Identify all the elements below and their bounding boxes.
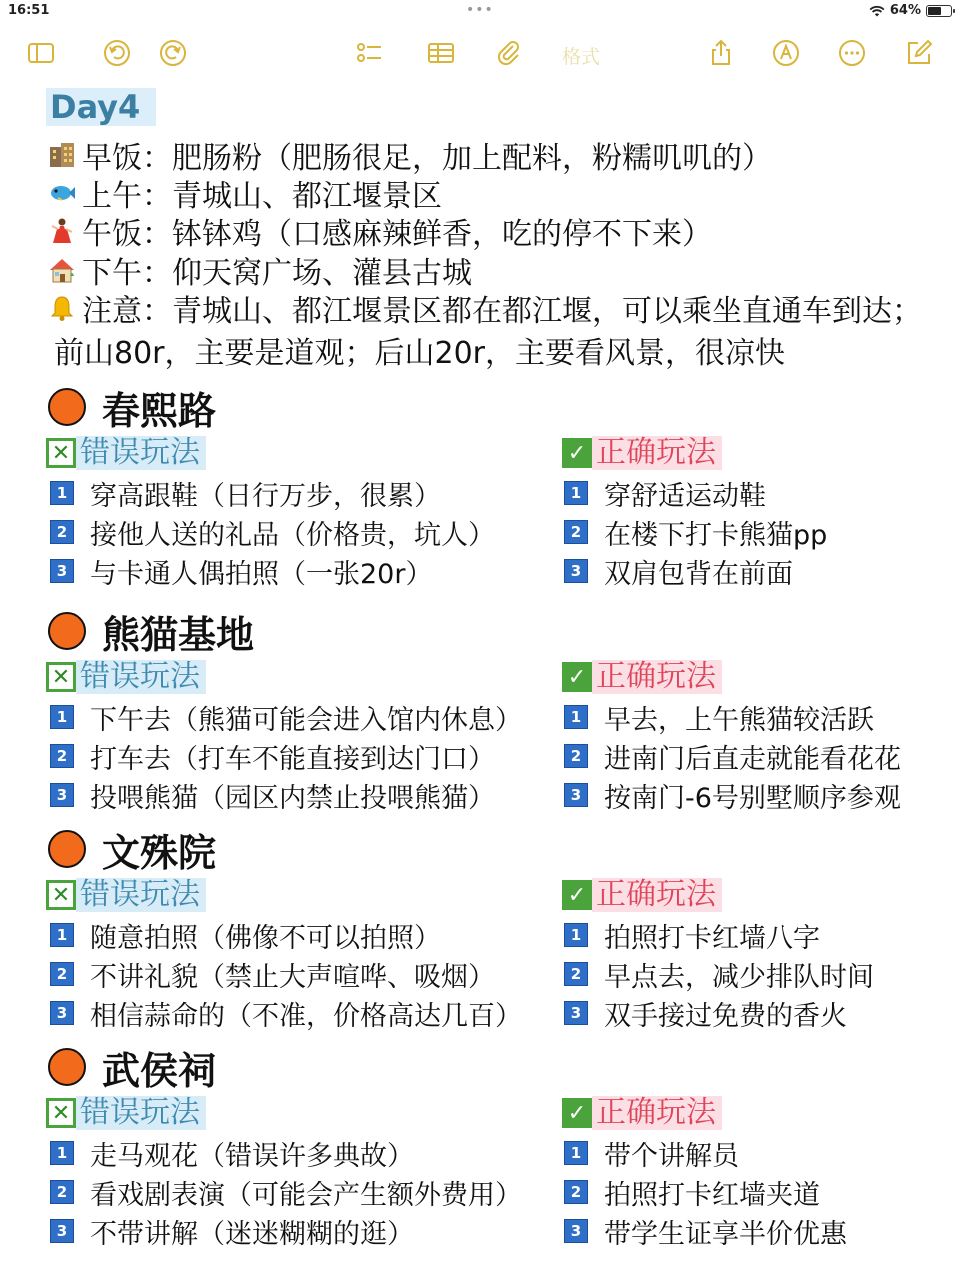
keycap-number-icon: 2 xyxy=(564,962,588,986)
wrong-way-item xyxy=(50,1175,522,1209)
keycap-number-icon: 3 xyxy=(564,1219,588,1243)
check-mark-icon: ✓ xyxy=(562,438,592,468)
keycap-number-icon: 3 xyxy=(50,559,74,583)
wrong-way-item xyxy=(50,918,441,952)
keycap-number-icon: 3 xyxy=(564,783,588,807)
note-line xyxy=(48,136,772,174)
markup-button[interactable] xyxy=(769,36,803,70)
keycap-number-icon: 1 xyxy=(50,705,74,729)
note-line-text: 早饭：肥肠粉（肥肠很足，加上配料，粉糯叽叽的） xyxy=(82,141,772,176)
ellipsis-icon xyxy=(837,38,867,68)
wrong-way-label: 错误玩法 xyxy=(76,660,206,694)
right-way-label: 正确玩法 xyxy=(592,660,722,694)
keycap-number-icon: 3 xyxy=(50,1001,74,1025)
right-way-item xyxy=(564,996,847,1030)
keycap-number-icon: 1 xyxy=(564,481,588,505)
wrong-way-item xyxy=(50,515,495,549)
item-text: 按南门-6号别墅顺序参观 xyxy=(604,782,901,814)
item-text: 进南门后直走就能看花花 xyxy=(604,743,901,775)
cross-mark-icon: ✕ xyxy=(46,438,76,468)
wrong-way-item xyxy=(50,778,495,812)
section-heading xyxy=(48,1044,217,1093)
undo-button[interactable] xyxy=(100,36,134,70)
keycap-number-icon: 1 xyxy=(564,1141,588,1165)
compose-button[interactable] xyxy=(902,36,936,70)
wrong-way-tag xyxy=(46,436,206,470)
note-line-text: 下午：仰天窝广场、灌县古城 xyxy=(82,256,472,291)
keycap-number-icon: 3 xyxy=(50,1219,74,1243)
item-text: 走马观花（错误许多典故） xyxy=(90,1140,414,1172)
right-way-tag xyxy=(562,1096,722,1130)
section-title: 武侯祠 xyxy=(102,1048,217,1093)
redo-icon xyxy=(158,38,188,68)
item-text: 穿高跟鞋（日行万步，很累） xyxy=(90,480,441,512)
item-text: 在楼下打卡熊猫pp xyxy=(604,519,828,551)
status-time: 16:51 xyxy=(8,3,50,18)
item-text: 双手接过免费的香火 xyxy=(604,1000,847,1032)
keycap-number-icon: 2 xyxy=(50,962,74,986)
item-text: 不带讲解（迷迷糊糊的逛） xyxy=(90,1218,414,1250)
multitasking-dots[interactable]: ••• xyxy=(466,2,494,18)
orange-circle-icon xyxy=(48,612,86,650)
wrong-way-label: 错误玩法 xyxy=(76,436,206,470)
item-text: 随意拍照（佛像不可以拍照） xyxy=(90,922,441,954)
right-way-item xyxy=(564,1136,739,1170)
status-bar xyxy=(0,0,960,24)
building-icon xyxy=(48,141,76,169)
cross-mark-icon: ✕ xyxy=(46,1098,76,1128)
right-way-item xyxy=(564,1214,847,1248)
note-line-text: 前山80r，主要是道观；后山20r，主要看风景，很凉快 xyxy=(54,336,786,371)
note-heading: Day4 xyxy=(46,88,156,126)
wrong-way-item xyxy=(50,957,495,991)
paperclip-icon xyxy=(494,38,524,68)
orange-circle-icon xyxy=(48,1048,86,1086)
wrong-way-item xyxy=(50,476,441,510)
right-way-tag xyxy=(562,660,722,694)
right-way-item xyxy=(564,515,827,549)
item-text: 投喂熊猫（园区内禁止投喂熊猫） xyxy=(90,782,495,814)
item-text: 不讲礼貌（禁止大声喧哗、吸烟） xyxy=(90,961,495,993)
wrong-way-item xyxy=(50,1136,414,1170)
item-text: 穿舒适运动鞋 xyxy=(604,480,766,512)
item-text: 接他人送的礼品（价格贵，坑人） xyxy=(90,519,495,551)
share-button[interactable] xyxy=(704,36,738,70)
right-way-label: 正确玩法 xyxy=(592,436,722,470)
item-text: 带学生证享半价优惠 xyxy=(604,1218,847,1250)
orange-circle-icon xyxy=(48,388,86,426)
section-heading xyxy=(48,384,217,433)
keycap-number-icon: 2 xyxy=(564,1180,588,1204)
note-line xyxy=(48,289,922,327)
right-way-item xyxy=(564,918,820,952)
check-mark-icon: ✓ xyxy=(562,662,592,692)
right-way-item xyxy=(564,476,766,510)
keycap-number-icon: 2 xyxy=(564,520,588,544)
item-text: 相信蒜命的（不准，价格高达几百） xyxy=(90,1000,522,1032)
wrong-way-tag xyxy=(46,878,206,912)
note-line-text: 午饭：钵钵鸡（口感麻辣鲜香，吃的停不下来） xyxy=(82,217,712,252)
check-mark-icon: ✓ xyxy=(562,1098,592,1128)
more-button[interactable] xyxy=(835,36,869,70)
note-line xyxy=(48,212,712,250)
item-text: 带个讲解员 xyxy=(604,1140,739,1172)
cross-mark-icon: ✕ xyxy=(46,662,76,692)
keycap-number-icon: 2 xyxy=(50,1180,74,1204)
note-line xyxy=(54,331,785,369)
orange-circle-icon xyxy=(48,830,86,868)
checklist-icon xyxy=(354,38,384,68)
right-way-item xyxy=(564,739,901,773)
right-way-item xyxy=(564,700,874,734)
wifi-icon xyxy=(869,5,885,17)
keycap-number-icon: 2 xyxy=(50,520,74,544)
keycap-number-icon: 3 xyxy=(564,559,588,583)
dancer-icon xyxy=(48,217,76,245)
wrong-way-item xyxy=(50,1214,414,1248)
section-title: 熊猫基地 xyxy=(102,612,255,657)
bell-icon xyxy=(48,294,76,322)
undo-icon xyxy=(102,38,132,68)
item-text: 早点去，减少排队时间 xyxy=(604,961,874,993)
notes-toolbar xyxy=(0,30,960,76)
item-text: 早去，上午熊猫较活跃 xyxy=(604,704,874,736)
wrong-way-item xyxy=(50,996,522,1030)
wrong-way-item xyxy=(50,739,495,773)
battery-icon xyxy=(926,5,952,17)
share-icon xyxy=(706,38,736,68)
section-heading xyxy=(48,608,255,657)
compose-icon xyxy=(904,38,934,68)
section-title: 文殊院 xyxy=(102,830,217,875)
keycap-number-icon: 3 xyxy=(564,1001,588,1025)
markup-pen-icon xyxy=(771,38,801,68)
note-line-text: 上午：青城山、都江堰景区 xyxy=(82,179,442,214)
table-button[interactable] xyxy=(424,36,458,70)
wrong-way-tag xyxy=(46,660,206,694)
keycap-number-icon: 3 xyxy=(50,783,74,807)
right-way-item xyxy=(564,1175,820,1209)
keycap-number-icon: 1 xyxy=(564,923,588,947)
note-line-text: 注意：青城山、都江堰景区都在都江堰，可以乘坐直通车到达； xyxy=(82,294,922,329)
redo-button[interactable] xyxy=(156,36,190,70)
keycap-number-icon: 1 xyxy=(50,923,74,947)
item-text: 拍照打卡红墙八字 xyxy=(604,922,820,954)
right-way-tag xyxy=(562,878,722,912)
attachment-button[interactable] xyxy=(492,36,526,70)
section-title: 春熙路 xyxy=(102,388,217,433)
wrong-way-item xyxy=(50,554,432,588)
item-text: 拍照打卡红墙夹道 xyxy=(604,1179,820,1211)
wrong-way-label: 错误玩法 xyxy=(76,1096,206,1130)
keycap-number-icon: 1 xyxy=(50,481,74,505)
house-icon xyxy=(48,256,76,284)
note-line xyxy=(48,174,442,212)
item-text: 看戏剧表演（可能会产生额外费用） xyxy=(90,1179,522,1211)
checklist-button[interactable] xyxy=(352,36,386,70)
sidebar-toggle-button[interactable] xyxy=(24,36,58,70)
right-way-item xyxy=(564,778,901,812)
right-way-item xyxy=(564,554,793,588)
wrong-way-label: 错误玩法 xyxy=(76,878,206,912)
right-way-label: 正确玩法 xyxy=(592,878,722,912)
right-way-label: 正确玩法 xyxy=(592,1096,722,1130)
keycap-number-icon: 2 xyxy=(564,744,588,768)
section-heading xyxy=(48,826,217,875)
format-button[interactable]: 格式 xyxy=(562,46,601,68)
note-line xyxy=(48,251,472,289)
keycap-number-icon: 1 xyxy=(564,705,588,729)
sidebar-icon xyxy=(26,38,56,68)
right-way-item xyxy=(564,957,874,991)
fish-icon xyxy=(48,179,76,207)
table-icon xyxy=(426,38,456,68)
item-text: 双肩包背在前面 xyxy=(604,558,793,590)
cross-mark-icon: ✕ xyxy=(46,880,76,910)
battery-percent: 64% xyxy=(889,3,921,18)
item-text: 下午去（熊猫可能会进入馆内休息） xyxy=(90,704,522,736)
item-text: 与卡通人偶拍照（一张20r） xyxy=(90,558,433,590)
keycap-number-icon: 2 xyxy=(50,744,74,768)
right-way-tag xyxy=(562,436,722,470)
check-mark-icon: ✓ xyxy=(562,880,592,910)
keycap-number-icon: 1 xyxy=(50,1141,74,1165)
wrong-way-tag xyxy=(46,1096,206,1130)
wrong-way-item xyxy=(50,700,522,734)
item-text: 打车去（打车不能直接到达门口） xyxy=(90,743,495,775)
